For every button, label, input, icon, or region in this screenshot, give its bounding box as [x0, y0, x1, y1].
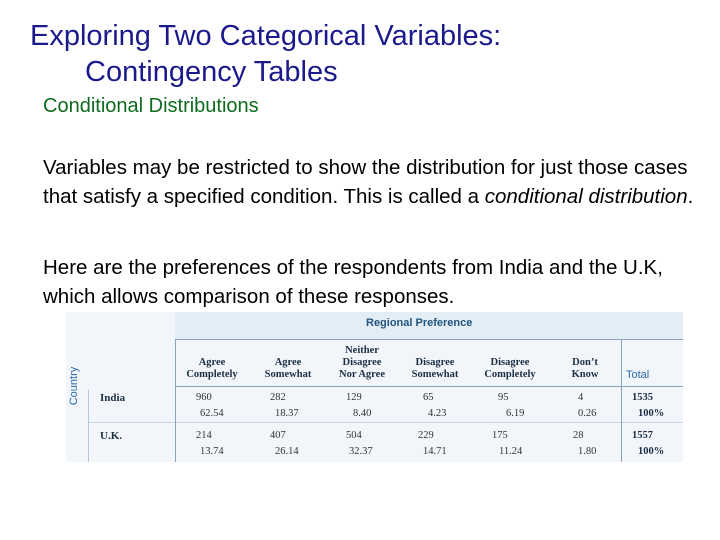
table-cell: 0.26 [578, 408, 597, 419]
table-cell: 960 [196, 392, 212, 403]
col-head-agree-completely: Agree Completely [186, 357, 238, 380]
country-axis-label: Country [68, 366, 80, 406]
table-cell: 14.71 [423, 446, 447, 457]
paragraph-definition [43, 153, 703, 211]
table-cell: 1.80 [578, 446, 597, 457]
header-rule [175, 339, 683, 340]
region-preference-title: Regional Preference [366, 317, 473, 329]
table-cell-total: 1557 [632, 430, 653, 441]
table-cell: 504 [346, 430, 362, 441]
col-head-total: Total [626, 369, 650, 381]
table-cell: 282 [270, 392, 286, 403]
column-head-rule [175, 386, 683, 387]
table-cell-total: 100% [638, 446, 665, 457]
paragraph-definition-end: . [687, 185, 694, 208]
paragraph-definition-text: Variables may be restricted to show the distribution for just those cases that satisfy a specified condition. This is called a [43, 156, 688, 208]
row-label-uk: U.K. [100, 430, 122, 442]
col-head-agree-somewhat: Agree Somewhat [264, 357, 312, 380]
col-head-neither: Neither Disagree Nor Agree [339, 345, 385, 380]
col-head-disagree-completely: Disagree Completely [484, 357, 536, 380]
table-cell: 65 [423, 392, 434, 403]
row-label-india: India [100, 392, 126, 404]
table-cell: 28 [573, 430, 584, 441]
table-cell: 95 [498, 392, 509, 403]
table-cell: 32.37 [349, 446, 373, 457]
table-cell: 4 [578, 392, 584, 403]
slide-title [30, 18, 710, 90]
col-head-dont-know: Don’t Know [571, 357, 599, 380]
table-cell: 18.37 [275, 408, 299, 419]
table-cell: 407 [270, 430, 286, 441]
paragraph-example: Here are the preferences of the respondents from India and the U.K, which allows comparison of these responses. [43, 256, 663, 308]
table-cell: 13.74 [200, 446, 224, 457]
table-cell: 11.24 [499, 446, 523, 457]
table-cell: 229 [418, 430, 434, 441]
country-rule [88, 390, 89, 462]
table-cell-total: 100% [638, 408, 665, 419]
table-cell: 214 [196, 430, 212, 441]
table-cell: 175 [492, 430, 508, 441]
slide-subtitle: Conditional Distributions [43, 95, 259, 117]
table-cell: 62.54 [200, 408, 224, 419]
table-cell: 6.19 [506, 408, 525, 419]
table-cell-total: 1535 [632, 392, 653, 403]
row-divider [88, 422, 683, 423]
title-line-2: Contingency Tables [85, 56, 338, 88]
col-head-disagree-somewhat: Disagree Somewhat [411, 357, 459, 380]
term-conditional-distribution: conditional distribution [484, 185, 688, 208]
table-cell: 4.23 [428, 408, 447, 419]
table-cell: 8.40 [353, 408, 372, 419]
table-cell: 129 [346, 392, 362, 403]
table-cell: 26.14 [275, 446, 299, 457]
title-line-1: Exploring Two Categorical Variables: [30, 20, 502, 52]
contingency-table-figure [66, 312, 683, 462]
